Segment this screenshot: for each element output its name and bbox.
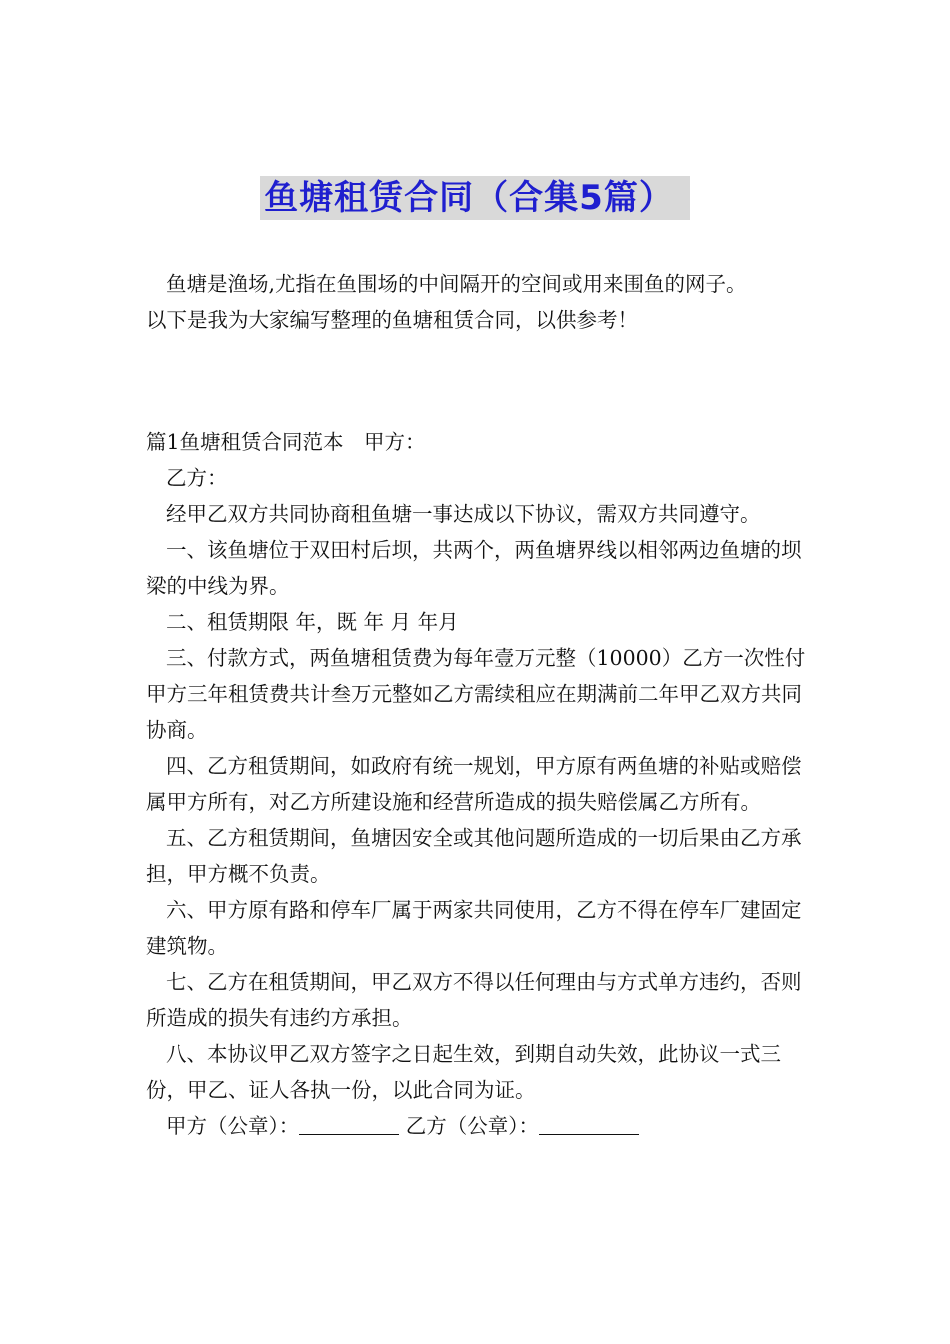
party-b-signature-blank bbox=[539, 1112, 639, 1135]
document-body bbox=[146, 266, 816, 1144]
clause-2: 二、租赁期限 年，既 年 月 年月 bbox=[166, 610, 459, 634]
document-title: 鱼塘租赁合同（合集5篇） bbox=[260, 176, 690, 220]
party-a-seal-label: 甲方（公章）： bbox=[166, 1114, 300, 1138]
party-b-line: 乙方： bbox=[166, 466, 228, 490]
clause-8: 八、本协议甲乙双方签字之日起生效，到期自动失效，此协议一式三份，甲乙、证人各执一份，以此合同为证。 bbox=[146, 1042, 781, 1102]
clause-3: 三、付款方式，两鱼塘租赁费为每年壹万元整（10000）乙方一次性付甲方三年租赁费共计叁万元整如乙方需续租应在期满前二年甲乙双方共同协商。 bbox=[146, 646, 806, 742]
intro-line-2: 以下是我为大家编写整理的鱼塘租赁合同，以供参考！ bbox=[146, 308, 638, 332]
section-heading: 篇1鱼塘租赁合同范本 甲方： bbox=[146, 430, 426, 454]
party-a-signature-blank bbox=[299, 1112, 399, 1135]
clause-7: 七、乙方在租赁期间，甲乙双方不得以任何理由与方式单方违约，否则 所造成的损失有违约方承担。 bbox=[146, 970, 802, 1030]
clause-5: 五、乙方租赁期间，鱼塘因安全或其他问题所造成的一切后果由乙方承担，甲方概不负责。 bbox=[146, 826, 802, 886]
intro-line-1: 鱼塘是渔场,尤指在鱼围场的中间隔开的空间或用来围鱼的网子。 bbox=[166, 272, 747, 296]
section-spacer bbox=[146, 338, 816, 424]
signature-line bbox=[146, 1108, 816, 1144]
preamble: 经甲乙双方共同协商租鱼塘一事达成以下协议，需双方共同遵守。 bbox=[166, 502, 761, 526]
clause-6: 六、甲方原有路和停车厂属于两家共同使用，乙方不得在停车厂建固定建筑物。 bbox=[146, 898, 802, 958]
title-container bbox=[0, 176, 950, 220]
clause-4: 四、乙方租赁期间，如政府有统一规划，甲方原有两鱼塘的补贴或赔偿属甲方所有，对乙方所建设施和经营所造成的损失赔偿属乙方所有。 bbox=[146, 754, 802, 814]
clause-1: 一、该鱼塘位于双田村后坝，共两个，两鱼塘界线以相邻两边鱼塘的坝梁的中线为界。 bbox=[146, 538, 802, 598]
party-b-seal-label: 乙方（公章）： bbox=[405, 1114, 540, 1138]
